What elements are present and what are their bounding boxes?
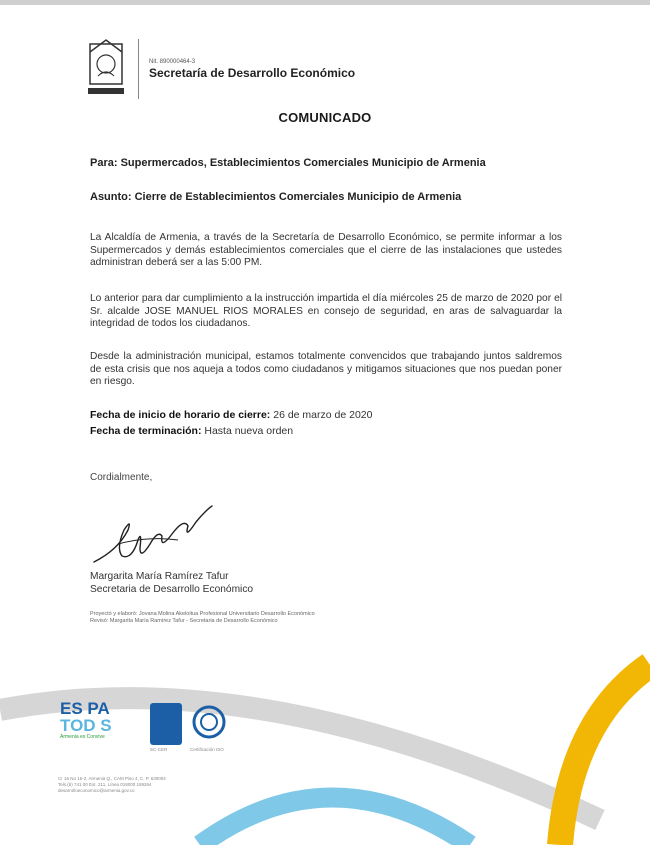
address-line: desarrolloeconomico@armenia.gov.co [58, 788, 135, 793]
body-paragraph: Desde la administración municipal, estamos totalmente convencidos que trabajando juntos saldremos de esta crisis que nos aqueja a todos como ciudadanos y mitigamos situaciones que nos puedan poner en riesgo. [90, 351, 562, 388]
signer-role: Secretaria de Desarrollo Económico [90, 584, 254, 595]
signer-name: Margarita María Ramírez Tafur [90, 571, 229, 582]
espa-todos-logo [60, 700, 130, 756]
badge-caption: Certificación ISO [190, 747, 224, 752]
credit-line: Revisó: Margarita María Ramírez Tafur - Secretaria de Desarrollo Económico [90, 618, 278, 624]
letterhead [82, 38, 355, 100]
nit-number: Nit. 890000464-3 [149, 59, 196, 65]
body-paragraph: Lo anterior para dar cumplimiento a la instrucción impartida el día miércoles 25 de marzo de 2020 por el Sr. alcalde JOSE MANUEL RIOS MORALES en consejo de seguridad, en aras de salvaguardar la integridad de todos los ciudadanos. [90, 293, 562, 330]
signer-block [90, 570, 253, 596]
start-date-label: Fecha de inicio de horario de cierre: [90, 409, 271, 421]
certification-badge-icon [150, 703, 182, 745]
start-date-value: 26 de marzo de 2020 [273, 409, 373, 421]
closing-salutation: Cordialmente, [90, 472, 153, 483]
end-date-line [90, 425, 293, 437]
subject-line: Asunto: Cierre de Establecimientos Comerciales Municipio de Armenia [90, 191, 462, 203]
address-line: Tels.(6) 741 00 Ext. 211, Línea 018000 189264 [58, 782, 152, 787]
logo-line-2: TOD S [60, 716, 112, 735]
header-divider [138, 39, 139, 99]
armenia-crest-logo [82, 38, 130, 100]
credit-line: Proyectó y elaboró: Jovana Molina Akeloitua Profesional Universitario Desarrollo Económico [90, 611, 315, 617]
handwritten-signature [88, 500, 228, 575]
document-title: COMUNICADO [278, 110, 372, 125]
end-date-value: Hasta nueva orden [204, 425, 294, 437]
secretaria-name: Secretaría de Desarrollo Económico [149, 66, 356, 80]
iso-certification-icon [192, 705, 226, 739]
badge-caption: SC-CER [150, 747, 168, 752]
address-line: Cr 16 No 15-2, Armenia Q., CAM Piso 4, C. P. 630004 [58, 776, 166, 781]
start-date-line [90, 409, 372, 421]
header-text [149, 58, 355, 80]
end-date-label: Fecha de terminación: [90, 425, 202, 437]
logo-tagline: Armenia es Convive [60, 734, 105, 740]
footer-address [58, 776, 166, 794]
recipient-line: Para: Supermercados, Establecimientos Comerciales Municipio de Armenia [90, 157, 486, 169]
logo-line-1: ES PA [60, 699, 110, 718]
body-paragraph: La Alcaldía de Armenia, a través de la Secretaría de Desarrollo Económico, se permite informar a los Supermercados y demás establecimientos comerciales que el cierre de las instalaciones que ustedes administran deberá ser a las 5:00 PM. [90, 232, 562, 269]
top-rule [0, 0, 650, 5]
